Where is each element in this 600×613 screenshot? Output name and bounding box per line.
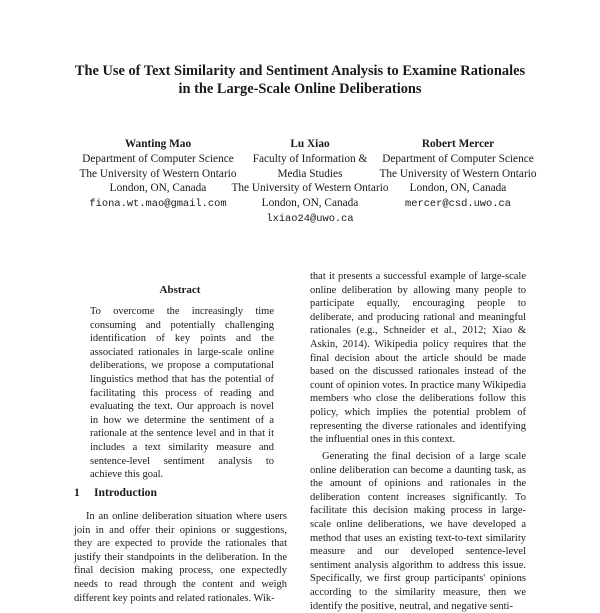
author-email: fiona.wt.mao@gmail.com: [89, 198, 227, 211]
author-block: [368, 137, 548, 212]
body-paragraph: Generating the final decision of a large scale online deliberation can become a daunting task, as the amount of opinions and rationales in the deliberation content increases significantly. To facilitate this decision making process in large-scale online deliberations, we have developed a method that uses an existing text-to-text similarity measure and our developed sentence-level sentiment analysis algorithm to address this issue. Specifically, we first group participants' opinions according to the similarity measure, then we identify the positive, neutral, and negative senti-: [310, 451, 526, 612]
author-email: lxiao24@uwo.ca: [266, 212, 354, 225]
author-name: Lu Xiao: [290, 138, 330, 150]
author-name: Robert Mercer: [421, 138, 495, 150]
author-location: London, ON, Canada: [109, 182, 207, 195]
abstract-paragraph: To overcome the increasingly time consuming and potentially challenging identification of key points and the associated rationales in large-scale online deliberations, we propose a computational linguistics method that has the potential of facilitating this process of reading and evaluating the text. Our approach is novel in how we determine the sentiment of a rationale at the sentence level and in that it includes a text similarity measure and sentence-level sentiment analysis to achieve this goal.: [90, 306, 274, 481]
section-number: 1: [74, 486, 80, 499]
abstract-text: [90, 305, 274, 482]
right-column-top: [310, 270, 526, 447]
author-email: mercer@csd.uwo.ca: [404, 198, 511, 211]
right-column-bottom: [310, 450, 526, 613]
author-department: Faculty of Information & Media Studies: [252, 152, 368, 180]
author-location: London, ON, Canada: [409, 182, 507, 195]
author-department: Department of Computer Science: [382, 152, 534, 165]
author-location: London, ON, Canada: [261, 197, 359, 210]
author-institution: The University of Western Ontario: [79, 167, 237, 180]
author-institution: The University of Western Ontario: [231, 182, 389, 195]
author-name: Wanting Mao: [124, 138, 192, 150]
section-heading: [74, 486, 157, 499]
paper-title: The Use of Text Similarity and Sentiment Analysis to Examine Rationales in the Large-Scale Online Deliberations: [74, 63, 526, 97]
intro-paragraph: In an online deliberation situation where users join in and offer their opinions or suggestions, they are expected to provide the rationales that justify their standpoints in the deliberation. In the final decision making process, one expectedly needs to read through the content and weigh different key points and related rationales. Wik-: [74, 511, 287, 604]
author-institution: The University of Western Ontario: [379, 167, 537, 180]
section-title: Introduction: [94, 486, 157, 499]
intro-column: [74, 510, 287, 605]
author-department: Department of Computer Science: [82, 152, 234, 165]
abstract-heading: Abstract: [159, 284, 201, 296]
body-paragraph: that it presents a successful example of large-scale online deliberation by allowing many people to participate equally, encouraging people to deliberate, and producing rational and meaningful rationales (e.g., Schneider et al., 2012; Xiao & Askin, 2014). Wikipedia policy requires that the final decision about the article should be made based on the discussed rationales instead of the count of opinion votes. In practice many Wikipedia members who close the deliberations follow this policy, which implies the potential problem of representing the diverse rationales and identifying the influential ones in this context.: [310, 271, 526, 446]
